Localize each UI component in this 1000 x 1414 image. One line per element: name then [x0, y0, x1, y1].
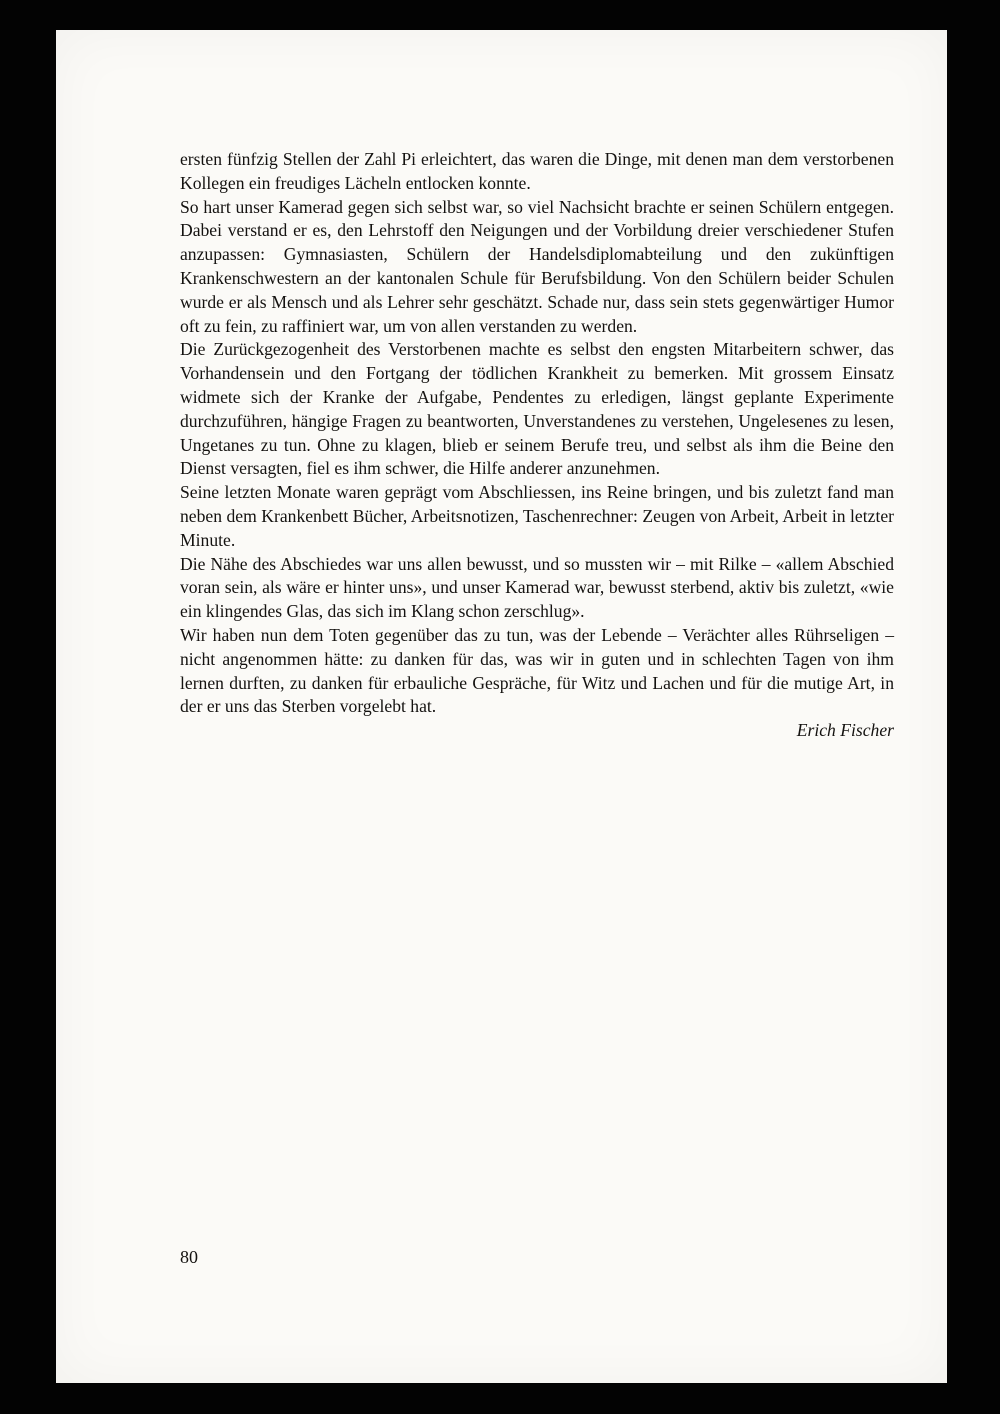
text-block: [180, 148, 894, 743]
paragraph: Seine letzten Monate waren geprägt vom Abschliessen, ins Reine bringen, und bis zuletzt fand man neben dem Krankenbett Bücher, Arbeitsnotizen, Taschenrechner: Zeugen von Arbeit, Arbeit in letzter Minute.: [180, 482, 894, 550]
book-page: [56, 30, 947, 1383]
author-signature: Erich Fischer: [796, 720, 894, 741]
paragraph: Die Nähe des Abschiedes war uns allen bewusst, und so mussten wir – mit Rilke – «allem Abschied voran sein, als wäre er hinter uns», und unser Kamerad war, bewusst sterbend, aktiv bis zuletzt, «wie ein klingendes Glas, das sich im Klang schon zerschlug».: [180, 553, 894, 622]
paragraph: Die Zurückgezogenheit des Verstorbenen machte es selbst den engsten Mitarbeitern schwer, das Vorhandensein und den Fortgang der tödlichen Krankheit zu bemerken. Mit grossem Einsatz widmete sich der Kranke der Aufgabe, Pendentes zu erledigen, längst geplante Experimente durchzuführen, hängige Fragen zu beantworten, Unverstandenes zu verstehen, Ungelesenes zu lesen, Ungetanes zu tun. Ohne zu klagen, blieb er seinem Berufe treu, und selbst als ihm die Beine den Dienst versagten, fiel es ihm schwer, die Hilfe anderer anzunehmen.: [180, 339, 894, 479]
page-number: 80: [180, 1247, 198, 1267]
paragraph: So hart unser Kamerad gegen sich selbst war, so viel Nachsicht brachte er seinen Schülern entgegen. Dabei verstand er es, den Lehrstoff den Neigungen und der Vorbildung dreier verschiedener Stufen anzupassen: Gymnasiasten, Schülern der Handelsdiplomabteilung und den zukünftigen Krankenschwestern an der kantonalen Schule für Berufsbildung. Von den Schülern beider Schulen wurde er als Mensch und als Lehrer sehr geschätzt. Schade nur, dass sein stets gegenwärtiger Humor oft zu fein, zu raffiniert war, um von allen verstanden zu werden.: [180, 196, 894, 336]
paragraph: ersten fünfzig Stellen der Zahl Pi erleichtert, das waren die Dinge, mit denen man dem verstorbenen Kollegen ein freudiges Lächeln entlocken konnte.: [180, 149, 894, 193]
body-paragraphs: [180, 148, 894, 719]
paragraph: Wir haben nun dem Toten gegenüber das zu tun, was der Lebende – Verächter alles Rührseligen – nicht angenommen hätte: zu danken für das, was wir in guten und in schlechten Tagen von ihm lernen durften, zu danken für erbauliche Gespräche, für Witz und Lachen und für die mutige Art, in der er uns das Sterben vorgelebt hat.: [180, 624, 894, 717]
